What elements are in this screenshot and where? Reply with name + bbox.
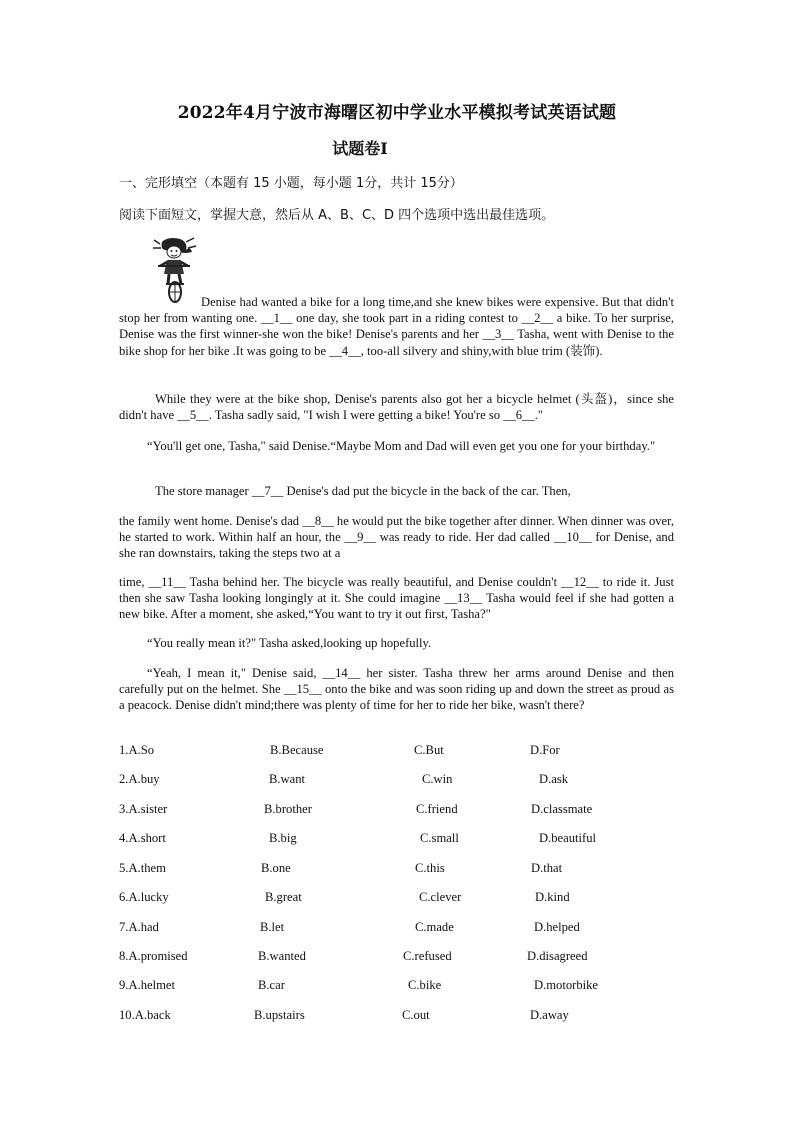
section-heading: 一、完形填空（本题有 15 小题，每小题 1分，共计 15分） (119, 176, 463, 191)
option-b: B.wanted (258, 949, 306, 963)
option-d: D.away (530, 1008, 569, 1022)
option-a: 1.A.So (119, 743, 154, 757)
passage-paragraph-8: “Yeah, I mean it," Denise said, __14__ her sister. Tasha threw her arms around Denise and then carefully put on the helmet. She __15__ onto the bike and was soon riding up and down the street as proud as a peacock. Denise didn't mind;there was plenty of time for her to ride her bike, wasn't there? (119, 666, 674, 713)
option-b: B.want (269, 772, 306, 786)
question-row (119, 802, 679, 818)
option-a: 6.A.lucky (119, 890, 169, 904)
option-c: C.friend (416, 802, 458, 816)
instruction-text: 阅读下面短文，掌握大意，然后从 A、B、C、D 四个选项中选出最佳选项。 (119, 208, 555, 223)
passage-paragraph-2: While they were at the bike shop, Denise's parents also got her a bicycle helmet (头盔)，since she didn't have __5__. Tasha sadly said, "I wish I were getting a bike! You're so __6__." (119, 392, 674, 423)
passage-paragraph-5: the family went home. Denise's dad __8__ he would put the bike together after dinner. When dinner was over, he started to work. Within half an hour, the __9__ was ready to ride. Her dad called __10__ for Denise, and she ran downstairs, taking the steps two at a (119, 514, 674, 561)
question-row (119, 920, 679, 936)
option-a: 7.A.had (119, 920, 159, 934)
option-b: B.great (265, 890, 302, 904)
option-c: C.out (402, 1008, 430, 1022)
option-c: C.win (422, 772, 453, 786)
passage-paragraph-1: Denise had wanted a bike for a long time,and she knew bikes were expensive. But that didn't stop her from wanting one. __1__ one day, she took part in a riding contest to __2__ a bike. To her surprise, Denise was the first winner-she won the bike! Denise's parents and her __3__ Tasha, went with Denise to the bike shop for her bike .It was going to be __4__, too-all silvery and shiny,with blue trim (装饰). (119, 295, 674, 358)
option-d: D.kind (535, 890, 570, 904)
question-row (119, 890, 679, 906)
question-row (119, 861, 679, 877)
option-c: C.bike (408, 978, 442, 992)
option-a: 2.A.buy (119, 772, 160, 786)
option-c: C.small (420, 831, 459, 845)
page-title: 2022年4月宁波市海曙区初中学业水平模拟考试英语试题 (177, 103, 617, 123)
option-d: D.For (530, 743, 560, 757)
option-a: 8.A.promised (119, 949, 188, 963)
passage-paragraph-7: “You really mean it?" Tasha asked,looking up hopefully. (147, 636, 432, 650)
passage-paragraph-4: The store manager __7__ Denise's dad put the bicycle in the back of the car. Then, (155, 484, 571, 498)
passage-paragraph-3: “You'll get one, Tasha," said Denise.“Maybe Mom and Dad will even get you one for your birthday." (147, 439, 656, 453)
question-row (119, 978, 679, 994)
option-b: B.one (261, 861, 291, 875)
option-d: D.ask (539, 772, 569, 786)
passage-paragraph-6: time, __11__ Tasha behind her. The bicycle was really beautiful, and Denise couldn't __12__ to ride it. Just then she saw Tasha looking longingly at it. She could imagine __13__ Tasha would feel if she had gotten a new bike. After a moment, she asked,“You want to try it out first, Tasha?" (119, 575, 674, 622)
option-a: 5.A.them (119, 861, 166, 875)
option-b: B.big (269, 831, 297, 845)
option-a: 9.A.helmet (119, 978, 175, 992)
option-c: C.made (415, 920, 454, 934)
option-b: B.let (260, 920, 285, 934)
option-d: D.that (531, 861, 563, 875)
option-c: C.this (415, 861, 445, 875)
question-row (119, 949, 679, 965)
option-c: C.But (414, 743, 444, 757)
question-row (119, 831, 679, 847)
question-row (119, 1008, 679, 1024)
option-d: D.disagreed (527, 949, 588, 963)
option-b: B.upstairs (254, 1008, 305, 1022)
option-b: B.Because (270, 743, 324, 757)
option-b: B.brother (264, 802, 312, 816)
option-d: D.motorbike (534, 978, 599, 992)
option-a: 10.A.back (119, 1008, 171, 1022)
question-row (119, 772, 679, 788)
option-c: C.clever (419, 890, 462, 904)
option-a: 3.A.sister (119, 802, 168, 816)
option-c: C.refused (403, 949, 452, 963)
option-b: B.car (258, 978, 285, 992)
option-d: D.beautiful (539, 831, 597, 845)
option-d: D.helped (534, 920, 580, 934)
option-a: 4.A.short (119, 831, 166, 845)
paper-subtitle: 试题卷Ⅰ (332, 139, 388, 158)
option-d: D.classmate (531, 802, 593, 816)
question-row (119, 743, 679, 759)
